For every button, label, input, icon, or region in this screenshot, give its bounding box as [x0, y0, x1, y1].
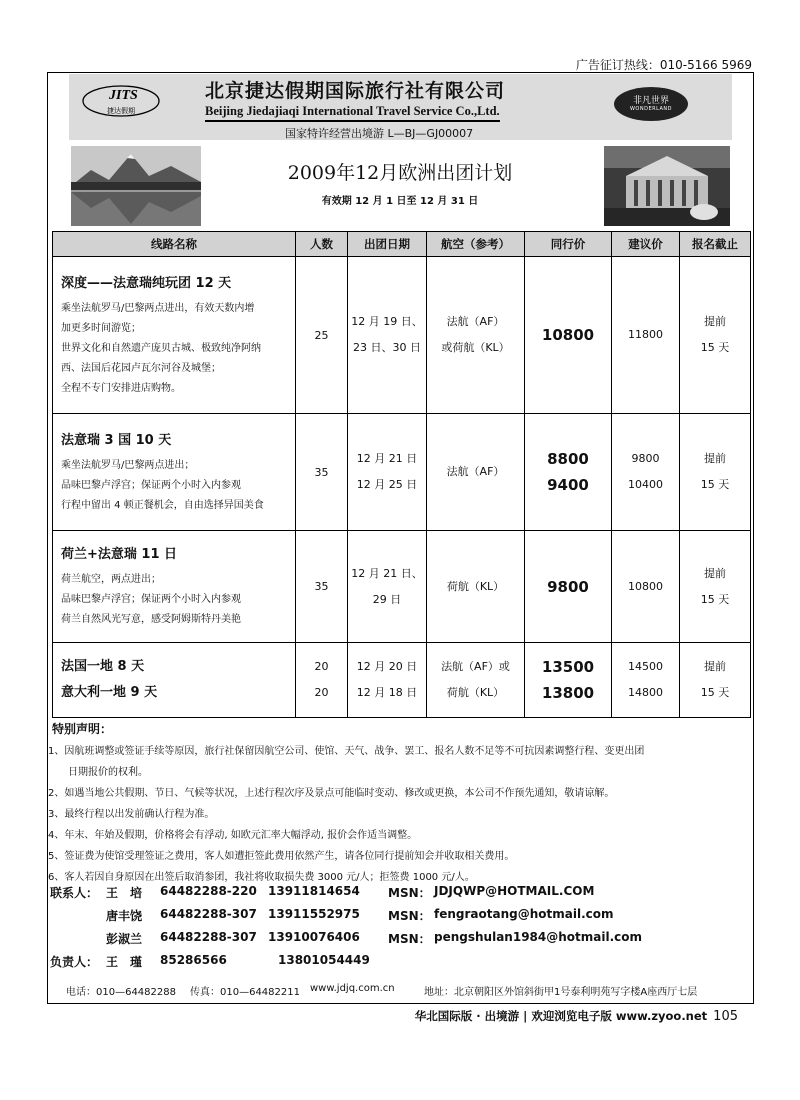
manager-name: 王 瑾 [106, 955, 143, 969]
date-line: 12 月 19 日、 [351, 315, 423, 328]
route-cell [53, 257, 296, 414]
people-cell: 35 [296, 414, 348, 531]
deadline-line: 15 天 [700, 341, 730, 354]
airline-line: 法航（AF） [446, 465, 505, 478]
footer-website: www.jdjq.com.cn [310, 983, 395, 994]
deadline-line: 提前 [704, 452, 726, 465]
people-cell [296, 643, 348, 718]
contact-name: 彭淑兰 [106, 932, 143, 946]
contact-msn: JDJQWP@HOTMAIL.COM [434, 884, 595, 898]
deadline-line: 提前 [704, 660, 726, 673]
airline-cell [427, 531, 525, 643]
wonderland-logo-en: WONDERLAND [629, 106, 672, 112]
dates-cell [348, 257, 427, 414]
peer-price: 9400 [547, 476, 589, 494]
date-line: 29 日 [372, 592, 402, 606]
people-cell: 25 [296, 257, 348, 414]
airline-line: 荷航（KL） [446, 686, 505, 699]
col-route-name: 线路名称 [53, 232, 296, 257]
notice-item: 2、如遇当地公共假期、节日、气候等状况，上述行程次序及景点可能临时变动、修改或更换，本公司不作预先通知，敬请谅解。 [48, 788, 615, 799]
deadline-line: 提前 [704, 566, 726, 580]
col-peer-price: 同行价 [525, 232, 612, 257]
airline-line: 荷航（KL） [446, 579, 505, 593]
date-line: 12 月 21 日 [356, 452, 418, 465]
table-header-row [53, 232, 751, 257]
suggested-price: 10400 [628, 478, 663, 491]
col-airline: 航空（参考） [427, 232, 525, 257]
date-line: 12 月 25 日 [356, 478, 418, 491]
peer-price: 8800 [547, 450, 589, 468]
manager-mobile: 13801054449 [278, 953, 370, 967]
deadline-cell [680, 531, 751, 643]
tour-plan-table [52, 231, 751, 718]
table-row [53, 257, 751, 414]
publication-footer [415, 1008, 738, 1024]
airline-line: 法航（AF）或 [441, 660, 510, 673]
airline-cell [427, 643, 525, 718]
contact-msn: fengraotang@hotmail.com [434, 907, 614, 921]
dates-cell [348, 531, 427, 643]
airline-cell [427, 414, 525, 531]
deadline-line: 15 天 [700, 478, 730, 491]
route-desc-line: 乘坐法航罗马/巴黎两点进出； [61, 459, 195, 471]
col-suggested-price: 建议价 [612, 232, 680, 257]
route-desc-line: 加更多时间游览； [61, 322, 141, 334]
route-desc-line: 品味巴黎卢浮宫；保证两个小时入内参观 [61, 594, 241, 605]
suggested-price-cell [612, 643, 680, 718]
dates-cell [348, 414, 427, 531]
contact-phone: 64482288-307 [160, 907, 257, 921]
manager-label: 负责人： [50, 955, 99, 969]
peer-price: 10800 [541, 326, 595, 344]
date-line: 12 月 18 日 [356, 686, 418, 699]
notice-item: 6、客人若因自身原因在出签后取消参团，我社将收取损失费 3000 元/人；拒签费 1000 元/人。 [48, 872, 475, 883]
jits-logo [79, 79, 191, 121]
people-cell: 35 [296, 531, 348, 643]
notice-item: 4、年末、年始及假期，价格将会有浮动, 如欧元汇率大幅浮动, 报价会作适当调整。 [48, 830, 418, 841]
contact-name: 唐丰饶 [106, 909, 143, 923]
peer-price: 9800 [547, 577, 589, 596]
dates-cell [348, 643, 427, 718]
date-line: 23 日、30 日 [353, 341, 421, 354]
contact-mobile: 13911552975 [268, 907, 360, 921]
notice-item: 3、最终行程以出发前确认行程为准。 [48, 809, 215, 820]
suggested-price: 9800 [631, 452, 660, 465]
plan-title: 2009年12月欧洲出团计划 [287, 162, 513, 184]
route-name: 深度——法意瑞纯玩团 12 天 [61, 275, 232, 291]
contact-label: 联系人： [50, 886, 99, 900]
contact-row [50, 930, 750, 953]
msn-label: MSN： [388, 886, 431, 900]
suggested-price: 10800 [628, 579, 663, 593]
people-line: 20 [314, 660, 329, 673]
table-row [53, 643, 751, 718]
col-dates: 出团日期 [348, 232, 427, 257]
route-name: 荷兰+法意瑞 11 日 [61, 547, 178, 562]
route-name: 意大利一地 9 天 [61, 685, 158, 700]
company-name-en: Beijing Jiedajiaqi International Travel Service Co.,Ltd. [205, 104, 500, 122]
route-desc-line: 行程中留出 4 顿正餐机会，自由选择异国美食 [61, 499, 264, 511]
route-cell [53, 414, 296, 531]
airline-cell [427, 257, 525, 414]
contact-list [50, 884, 750, 976]
wonderland-logo [614, 87, 688, 121]
peer-price: 13800 [541, 684, 595, 702]
route-desc-line: 荷兰航空，两点进出； [61, 574, 161, 585]
col-people: 人数 [296, 232, 348, 257]
peer-price-cell [525, 414, 612, 531]
route-desc-line: 乘坐法航罗马/巴黎两点进出，有效天数内增 [61, 302, 255, 314]
suggested-price-cell [612, 257, 680, 414]
airline-line: 或荷航（KL） [441, 341, 510, 354]
suggested-price: 14500 [628, 660, 663, 673]
ad-hotline: 广告征订热线：010-5166 5969 [575, 58, 752, 72]
msn-label: MSN： [388, 909, 431, 923]
wonderland-logo-cn: 非凡世界 [632, 96, 669, 106]
contact-msn: pengshulan1984@hotmail.com [434, 930, 643, 944]
date-line: 12 月 21 日、 [351, 566, 423, 580]
logo-text: JITS [109, 88, 138, 103]
route-name: 法意瑞 3 国 10 天 [61, 432, 172, 448]
deadline-cell [680, 643, 751, 718]
notice-item: 5、签证费为使馆受理签证之费用，客人如遭拒签此费用依然产生，请各位同行提前知会并收取相关费用。 [48, 851, 515, 862]
col-deadline: 报名截止 [680, 232, 751, 257]
deadline-cell [680, 257, 751, 414]
footer-tel: 电话：010—64482288 [66, 987, 176, 998]
validity-period: 有效期 12 月 1 日至 12 月 31 日 [321, 196, 479, 207]
suggested-price: 14800 [628, 686, 663, 699]
route-cell [53, 531, 296, 643]
suggested-price-cell [612, 531, 680, 643]
suggested-price: 11800 [628, 328, 663, 341]
peer-price-cell [525, 531, 612, 643]
date-line: 12 月 20 日 [356, 660, 418, 673]
manager-row [50, 953, 750, 976]
license-number: 国家特许经营出境游 L—BJ—GJ00007 [285, 127, 474, 140]
notice-item: 1、因航班调整或签证手续等原因，旅行社保留因航空公司、使馆、天气、战争、罢工、报名人数不足等不可抗因素调整行程、变更出团 [48, 746, 645, 757]
route-desc-line: 全程不专门安排进店购物。 [61, 382, 181, 394]
company-name-cn: 北京捷达假期国际旅行社有限公司 [205, 80, 506, 102]
route-cell [53, 643, 296, 718]
deadline-line: 提前 [704, 315, 726, 328]
suggested-price-cell [612, 414, 680, 531]
deadline-cell [680, 414, 751, 531]
footer-address: 地址：北京朝阳区外馆斜街甲1号泰利明苑写字楼A座西厅七层 [424, 987, 698, 998]
notice-item: 日期报价的权利。 [68, 767, 148, 778]
mountain-lake-photo [71, 146, 201, 226]
peer-price-cell [525, 643, 612, 718]
airline-line: 法航（AF） [446, 315, 505, 328]
peer-price-cell [525, 257, 612, 414]
contact-row [50, 884, 750, 907]
publication-text: 华北国际版 · 出境游 | 欢迎浏览电子版 www.zyoo.net [414, 1009, 708, 1023]
table-row [53, 531, 751, 643]
footer-fax: 传真：010—64482211 [190, 987, 300, 998]
contact-mobile: 13910076406 [268, 930, 360, 944]
peer-price: 13500 [541, 658, 595, 676]
contact-row [50, 907, 750, 930]
manager-phone: 85286566 [160, 953, 227, 967]
contact-mobile: 13911814654 [268, 884, 360, 898]
palace-photo [604, 146, 730, 226]
deadline-line: 15 天 [700, 592, 730, 606]
deadline-line: 15 天 [700, 686, 730, 699]
people-line: 20 [314, 686, 329, 699]
route-name: 法国一地 8 天 [61, 659, 145, 674]
route-desc-line: 西、法国后花园卢瓦尔河谷及城堡； [61, 362, 221, 374]
route-desc-line: 荷兰自然风光写意，感受阿姆斯特丹美艳 [61, 614, 241, 625]
contact-phone: 64482288-220 [160, 884, 257, 898]
table-row [53, 414, 751, 531]
msn-label: MSN： [388, 932, 431, 946]
contact-phone: 64482288-307 [160, 930, 257, 944]
page-number: 105 [713, 1009, 738, 1024]
route-desc-line: 世界文化和自然遗产庞贝古城、极致纯净阿纳 [61, 342, 261, 354]
contact-name: 王 培 [106, 886, 143, 900]
special-notice [48, 720, 748, 888]
logo-sub: 捷达假期 [107, 107, 135, 115]
route-desc-line: 品味巴黎卢浮宫；保证两个小时入内参观 [61, 479, 241, 491]
notice-title: 特别声明： [52, 722, 113, 736]
